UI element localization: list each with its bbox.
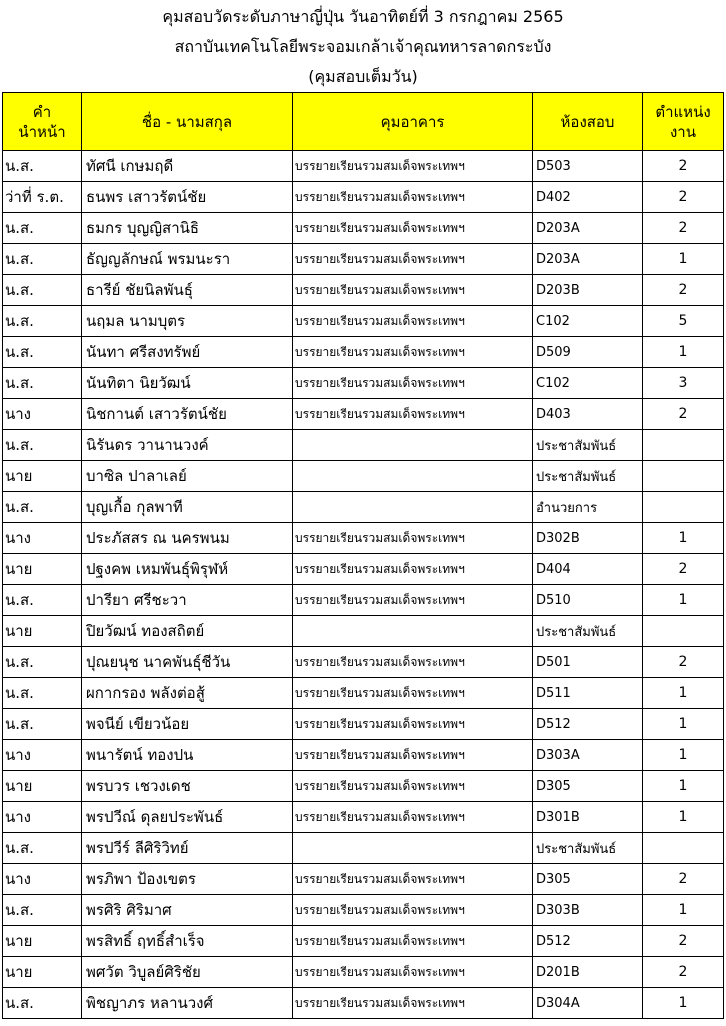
table-row: [3, 151, 724, 182]
cell-name: ปฐงคพ เหมพันธุ์พิรุฬห์: [82, 554, 293, 585]
cell-name: พิชญาภร หลานวงศ์: [82, 988, 293, 1019]
cell-building: บรรยายเรียนรวมสมเด็จพระเทพฯ: [293, 244, 533, 275]
cell-prefix: น.ส.: [3, 306, 82, 337]
cell-building: บรรยายเรียนรวมสมเด็จพระเทพฯ: [293, 275, 533, 306]
cell-room: D203A: [533, 213, 643, 244]
cell-prefix: นาย: [3, 461, 82, 492]
cell-name: ประภัสสร ณ นครพนม: [82, 523, 293, 554]
table-row: [3, 895, 724, 926]
cell-building: [293, 430, 533, 461]
cell-position: 1: [643, 585, 724, 616]
cell-building: บรรยายเรียนรวมสมเด็จพระเทพฯ: [293, 771, 533, 802]
cell-name: พศวัต วิบูลย์ศิริชัย: [82, 957, 293, 988]
cell-position: 1: [643, 523, 724, 554]
cell-room: D304A: [533, 988, 643, 1019]
cell-building: [293, 461, 533, 492]
cell-building: บรรยายเรียนรวมสมเด็จพระเทพฯ: [293, 740, 533, 771]
cell-position: 2: [643, 151, 724, 182]
cell-building: บรรยายเรียนรวมสมเด็จพระเทพฯ: [293, 585, 533, 616]
proctor-table: [2, 92, 724, 1019]
table-row: [3, 554, 724, 585]
column-header-name: ชื่อ - นามสกุล: [82, 93, 293, 151]
cell-position: [643, 833, 724, 864]
cell-building: บรรยายเรียนรวมสมเด็จพระเทพฯ: [293, 306, 533, 337]
cell-name: นันทิตา นิยวัฒน์: [82, 368, 293, 399]
cell-name: ปิยวัฒน์ ทองสถิตย์: [82, 616, 293, 647]
cell-building: บรรยายเรียนรวมสมเด็จพระเทพฯ: [293, 213, 533, 244]
table-row: [3, 275, 724, 306]
cell-room: D402: [533, 182, 643, 213]
cell-position: [643, 430, 724, 461]
cell-name: พรภิพา ป้องเขตร: [82, 864, 293, 895]
table-row: [3, 244, 724, 275]
cell-prefix: นาง: [3, 864, 82, 895]
cell-prefix: น.ส.: [3, 833, 82, 864]
cell-building: บรรยายเรียนรวมสมเด็จพระเทพฯ: [293, 647, 533, 678]
cell-room: D510: [533, 585, 643, 616]
cell-position: 3: [643, 368, 724, 399]
cell-prefix: น.ส.: [3, 895, 82, 926]
cell-name: พรปวีร์ ลีศิริวิทย์: [82, 833, 293, 864]
cell-prefix: น.ส.: [3, 647, 82, 678]
cell-room: D301B: [533, 802, 643, 833]
cell-name: พจนีย์ เขียวน้อย: [82, 709, 293, 740]
cell-prefix: น.ส.: [3, 430, 82, 461]
cell-prefix: นาง: [3, 399, 82, 430]
cell-name: พรบวร เชวงเดช: [82, 771, 293, 802]
table-row: [3, 337, 724, 368]
table-row: [3, 647, 724, 678]
cell-position: 1: [643, 988, 724, 1019]
cell-position: 1: [643, 244, 724, 275]
cell-name: ปุณยนุช นาคพันธุ์ชีวัน: [82, 647, 293, 678]
column-header-building: คุมอาคาร: [293, 93, 533, 151]
table-row: [3, 802, 724, 833]
cell-position: 1: [643, 337, 724, 368]
table-row: [3, 833, 724, 864]
cell-building: [293, 616, 533, 647]
cell-prefix: นาง: [3, 523, 82, 554]
table-row: [3, 709, 724, 740]
cell-name: บาซิล ปาลาเลย์: [82, 461, 293, 492]
cell-name: บุญเกื้อ กุลพาที: [82, 492, 293, 523]
cell-position: 1: [643, 740, 724, 771]
cell-position: 2: [643, 926, 724, 957]
column-header-room: ห้องสอบ: [533, 93, 643, 151]
cell-room: ประชาสัมพันธ์: [533, 616, 643, 647]
table-row: [3, 740, 724, 771]
cell-name: ทัศนี เกษมฤดี: [82, 151, 293, 182]
cell-prefix: น.ส.: [3, 275, 82, 306]
cell-name: พนารัตน์ ทองปน: [82, 740, 293, 771]
cell-name: นฤมล นามบุตร: [82, 306, 293, 337]
table-row: [3, 616, 724, 647]
cell-building: บรรยายเรียนรวมสมเด็จพระเทพฯ: [293, 709, 533, 740]
cell-room: C102: [533, 306, 643, 337]
cell-room: D511: [533, 678, 643, 709]
table-body: [3, 151, 724, 1019]
table-row: [3, 461, 724, 492]
table-row: [3, 678, 724, 709]
cell-prefix: น.ส.: [3, 244, 82, 275]
cell-position: 1: [643, 771, 724, 802]
cell-position: [643, 492, 724, 523]
cell-room: ประชาสัมพันธ์: [533, 833, 643, 864]
cell-room: ประชาสัมพันธ์: [533, 461, 643, 492]
cell-position: 2: [643, 275, 724, 306]
cell-position: 5: [643, 306, 724, 337]
cell-building: บรรยายเรียนรวมสมเด็จพระเทพฯ: [293, 957, 533, 988]
column-header-position-line1: ตำแหน่ง: [655, 102, 711, 121]
cell-position: 2: [643, 213, 724, 244]
table-row: [3, 523, 724, 554]
cell-room: ประชาสัมพันธ์: [533, 430, 643, 461]
cell-room: D403: [533, 399, 643, 430]
cell-name: ผกากรอง พลังต่อสู้: [82, 678, 293, 709]
cell-building: [293, 492, 533, 523]
cell-building: บรรยายเรียนรวมสมเด็จพระเทพฯ: [293, 988, 533, 1019]
cell-room: D302B: [533, 523, 643, 554]
cell-prefix: นาง: [3, 740, 82, 771]
cell-room: D503: [533, 151, 643, 182]
table-row: [3, 926, 724, 957]
cell-position: 1: [643, 678, 724, 709]
column-header-position-line2: งาน: [669, 122, 696, 141]
cell-prefix: น.ส.: [3, 709, 82, 740]
table-row: [3, 492, 724, 523]
cell-building: บรรยายเรียนรวมสมเด็จพระเทพฯ: [293, 864, 533, 895]
cell-room: D404: [533, 554, 643, 585]
table-row: [3, 399, 724, 430]
cell-building: บรรยายเรียนรวมสมเด็จพระเทพฯ: [293, 151, 533, 182]
cell-position: 2: [643, 957, 724, 988]
cell-name: ธนพร เสาวรัตน์ชัย: [82, 182, 293, 213]
cell-position: [643, 616, 724, 647]
cell-name: นันทา ศรีสงทรัพย์: [82, 337, 293, 368]
cell-prefix: น.ส.: [3, 151, 82, 182]
table-row: [3, 957, 724, 988]
cell-room: D501: [533, 647, 643, 678]
cell-building: บรรยายเรียนรวมสมเด็จพระเทพฯ: [293, 182, 533, 213]
cell-room: C102: [533, 368, 643, 399]
cell-building: บรรยายเรียนรวมสมเด็จพระเทพฯ: [293, 926, 533, 957]
table-row: [3, 430, 724, 461]
cell-prefix: น.ส.: [3, 213, 82, 244]
cell-prefix: นาย: [3, 616, 82, 647]
cell-prefix: นาย: [3, 957, 82, 988]
cell-room: D509: [533, 337, 643, 368]
cell-name: พรสิทธิ์ ฤทธิ์สำเร็จ: [82, 926, 293, 957]
cell-prefix: น.ส.: [3, 585, 82, 616]
table-row: [3, 771, 724, 802]
cell-name: ธัญญลักษณ์ พรมนะรา: [82, 244, 293, 275]
document-header: [0, 2, 726, 92]
cell-prefix: น.ส.: [3, 368, 82, 399]
cell-name: นิรันดร วานานวงค์: [82, 430, 293, 461]
column-header-position: [643, 93, 724, 151]
cell-position: 1: [643, 802, 724, 833]
cell-building: บรรยายเรียนรวมสมเด็จพระเทพฯ: [293, 368, 533, 399]
column-header-prefix-line1: คำ: [32, 102, 52, 121]
cell-name: ธมกร บุญญิสานิธิ: [82, 213, 293, 244]
cell-position: 2: [643, 182, 724, 213]
cell-position: [643, 461, 724, 492]
table-row: [3, 368, 724, 399]
cell-room: D203B: [533, 275, 643, 306]
cell-prefix: นาง: [3, 802, 82, 833]
cell-room: D305: [533, 864, 643, 895]
cell-position: 2: [643, 554, 724, 585]
cell-name: ปารียา ศรีชะวา: [82, 585, 293, 616]
cell-position: 2: [643, 647, 724, 678]
cell-building: บรรยายเรียนรวมสมเด็จพระเทพฯ: [293, 337, 533, 368]
column-header-prefix: [3, 93, 82, 151]
cell-name: ธารีย์ ชัยนิลพันธุ์: [82, 275, 293, 306]
cell-room: D305: [533, 771, 643, 802]
cell-prefix: น.ส.: [3, 988, 82, 1019]
cell-name: นิชกานต์ เสาวรัตน์ชัย: [82, 399, 293, 430]
table-row: [3, 988, 724, 1019]
column-header-prefix-line2: นำหน้า: [18, 122, 66, 141]
table-row: [3, 306, 724, 337]
cell-prefix: นาย: [3, 554, 82, 585]
cell-room: D303A: [533, 740, 643, 771]
table-row: [3, 213, 724, 244]
cell-building: บรรยายเรียนรวมสมเด็จพระเทพฯ: [293, 895, 533, 926]
cell-position: 1: [643, 709, 724, 740]
cell-prefix: น.ส.: [3, 492, 82, 523]
cell-room: D303B: [533, 895, 643, 926]
cell-building: บรรยายเรียนรวมสมเด็จพระเทพฯ: [293, 399, 533, 430]
cell-room: D203A: [533, 244, 643, 275]
cell-room: D201B: [533, 957, 643, 988]
table-row: [3, 864, 724, 895]
cell-building: บรรยายเรียนรวมสมเด็จพระเทพฯ: [293, 554, 533, 585]
cell-prefix: นาย: [3, 926, 82, 957]
cell-position: 2: [643, 399, 724, 430]
table-header-row: [3, 93, 724, 151]
session-note: (คุมสอบเต็มวัน): [308, 67, 418, 86]
cell-building: บรรยายเรียนรวมสมเด็จพระเทพฯ: [293, 802, 533, 833]
cell-building: บรรยายเรียนรวมสมเด็จพระเทพฯ: [293, 678, 533, 709]
cell-room: D512: [533, 709, 643, 740]
cell-building: บรรยายเรียนรวมสมเด็จพระเทพฯ: [293, 523, 533, 554]
cell-position: 1: [643, 895, 724, 926]
cell-name: พรศิริ ศิริมาศ: [82, 895, 293, 926]
cell-prefix: น.ส.: [3, 678, 82, 709]
document-title: คุมสอบวัดระดับภาษาญี่ปุ่น วันอาทิตย์ที่ 3 กรกฎาคม 2565: [162, 7, 564, 26]
cell-prefix: ว่าที่ ร.ต.: [3, 182, 82, 213]
cell-building: [293, 833, 533, 864]
cell-name: พรปวีณ์ ดุลยประพันธ์: [82, 802, 293, 833]
cell-prefix: น.ส.: [3, 337, 82, 368]
table-row: [3, 182, 724, 213]
cell-room: อำนวยการ: [533, 492, 643, 523]
table-row: [3, 585, 724, 616]
cell-prefix: นาย: [3, 771, 82, 802]
cell-room: D512: [533, 926, 643, 957]
cell-position: 2: [643, 864, 724, 895]
institution-name: สถาบันเทคโนโลยีพระจอมเกล้าเจ้าคุณทหารลาดกระบัง: [174, 37, 552, 56]
